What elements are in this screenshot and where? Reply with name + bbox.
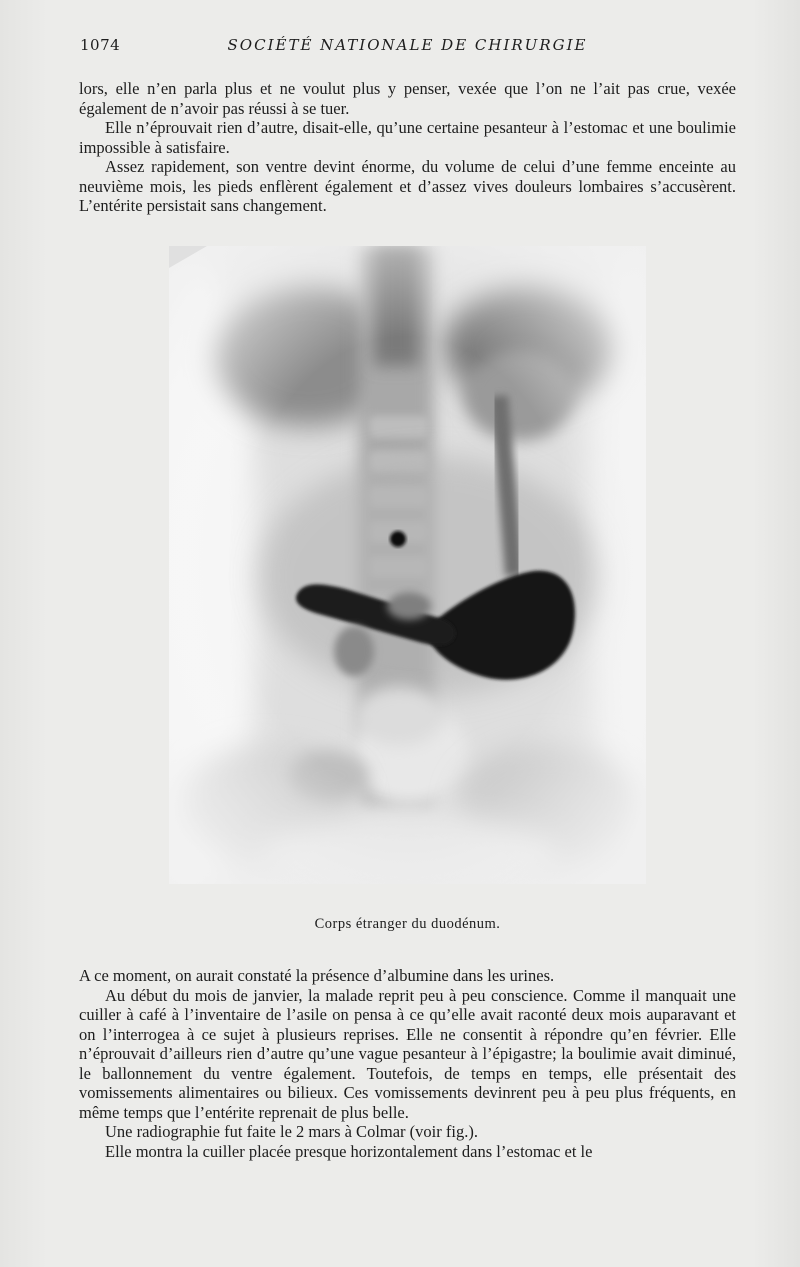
body-text-bottom <box>79 966 736 1161</box>
paragraph: A ce moment, on aurait constaté la présence d’albumine dans les urines. <box>79 966 555 985</box>
paragraph: Elle montra la cuiller placée presque horizontalement dans l’estomac et le <box>105 1141 593 1161</box>
figure-caption: Corps étranger du duodénum. <box>314 916 501 932</box>
paragraph: Assez rapidement, son ventre devint énorme, du volume de celui d’une femme enceinte au neuvième mois, les pieds enflèrent également et d’assez vives douleurs lombaires s’accusèrent. L’entérite persistait sans changement. <box>79 157 736 215</box>
paragraph: Elle n’éprouvait rien d’autre, disait-elle, qu’une certaine pesanteur à l’estomac et une boulimie impossible à satisfaire. <box>79 118 736 157</box>
body-text-top <box>79 79 736 216</box>
page-number: 1074 <box>80 36 121 54</box>
radiograph-figure <box>169 246 646 884</box>
radiograph-image <box>169 246 646 884</box>
paragraph: Au début du mois de janvier, la malade reprit peu à peu conscience. Comme il manquait une cuiller à café à l’inventaire de l’asile on pensa à ce qu’elle avait raconté deux mois auparavant et on l’interrogea à ce sujet à plusieurs reprises. Elle ne consentit à répondre qu’en février. Elle n’éprouvait d’ailleurs rien d’autre qu’une vague pesanteur à l’épigastre; la boulimie avait diminué, le ballonnement du ventre également. Toutefois, de temps en temps, elle présentait des vomissements alimentaires ou bilieux. Ces vomissements devinrent peu à peu plus fréquents, en même temps que l’entérite reprenait de plus belle. <box>79 985 736 1122</box>
journal-title: SOCIÉTÉ NATIONALE DE CHIRURGIE <box>227 36 588 54</box>
running-head <box>80 36 735 56</box>
paragraph: Une radiographie fut faite le 2 mars à Colmar (voir fig.). <box>105 1122 478 1141</box>
paragraph: lors, elle n’en parla plus et ne voulut plus y penser, vexée que l’on ne l’ait pas crue, vexée également de n’avoir pas réussi à se tuer. <box>79 79 736 118</box>
